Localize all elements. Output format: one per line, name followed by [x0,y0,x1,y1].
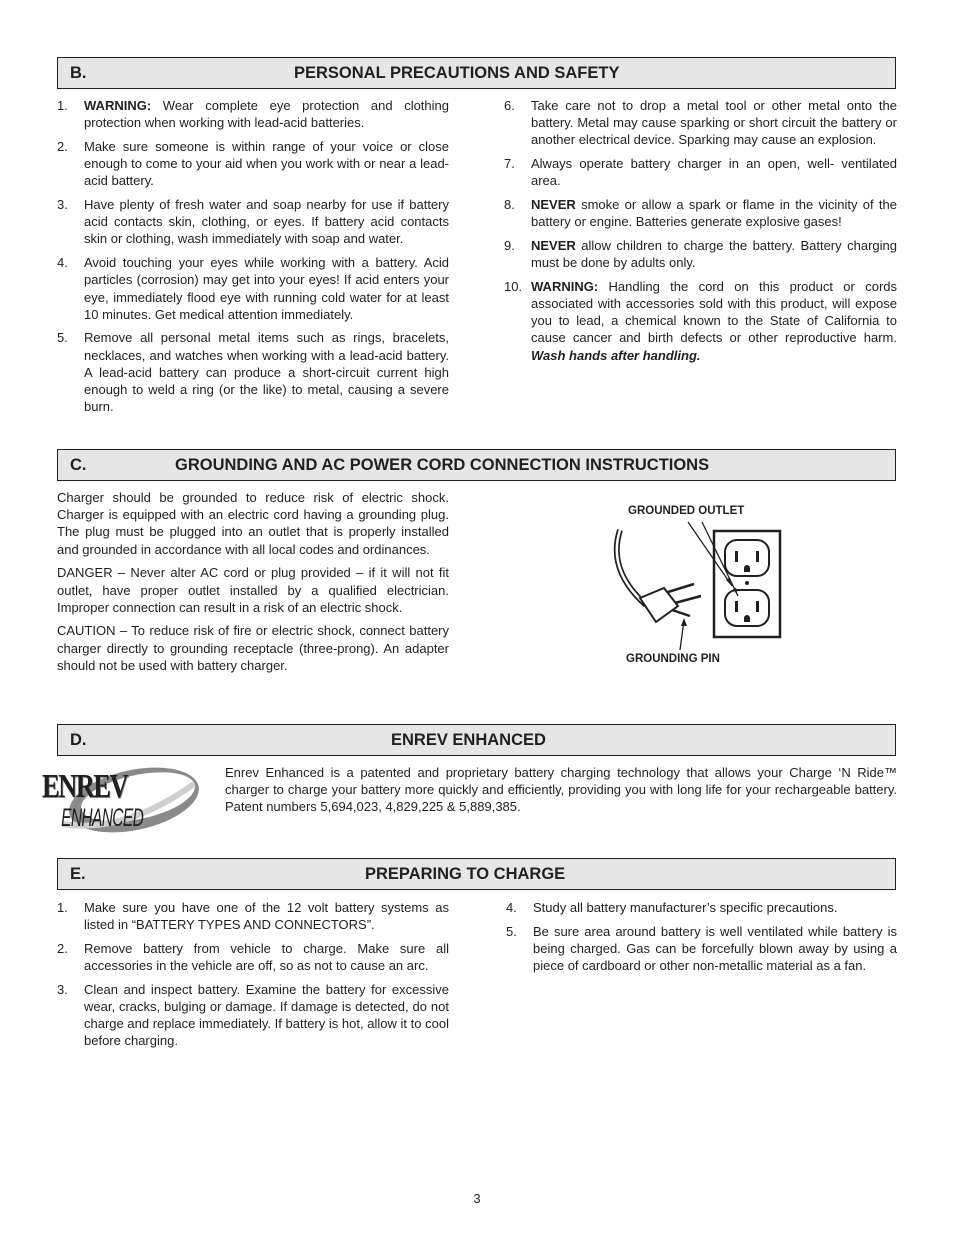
list-item: 6. Take care not to drop a metal tool or other metal onto the battery. Metal may cause sparking or short circuit the battery or another electrical device. Sparking may cause an explosion. [504,98,897,148]
logo-text-enhanced: ENHANCED [61,804,144,832]
list-item: 1. WARNING: Wear complete eye protection and clothing protection when working with lead-acid batteries. [57,98,449,131]
section-c-header [57,449,896,481]
outlet-plug-illustration [598,500,798,675]
list-item: 5. Remove all personal metal items such as rings, bracelets, necklaces, and watches when working with a lead-acid battery. A lead-acid battery can produce a short-circuit current high enough to weld a ring (or the like) to metal, causing a severe burn. [57,330,449,415]
power-cord [617,530,646,605]
section-b-letter: B. [70,64,87,82]
section-b-title: PERSONAL PRECAUTIONS AND SAFETY [294,64,620,82]
section-c-text [57,489,449,681]
paragraph: Enrev Enhanced is a patented and proprietary battery charging technology that allows your Charge ‘N Ride™ charger to charge your battery more quickly and efficiently, providing you with long life for your rechargeable battery. Patent numbers 5,694,023, 4,829,225 & 5,889,385. [225,765,897,815]
section-e-letter: E. [70,865,86,883]
section-e-title: PREPARING TO CHARGE [365,865,566,883]
section-e-header [57,858,896,890]
paragraph: Charger should be grounded to reduce risk of electric shock. Charger is equipped with an electric cord having a grounding plug. The plug must be plugged into an outlet that is properly installed and grounded in accordance with all local codes and ordinances. [57,490,449,557]
list-item: 3. Clean and inspect battery. Examine the battery for excessive wear, cracks, bulging or damage. If damage is detected, do not charge and replace immediately. If battery is hot, allow it to cool before charging. [57,981,449,1049]
list-item: 2. Make sure someone is within range of your voice or close enough to come to your aid when you work with or near a lead-acid battery. [57,138,449,189]
section-e-left-column [57,899,449,1056]
list-item: 10. WARNING: Handling the cord on this product or cords associated with accessories sold with this product, will expose you to lead, a chemical known to the State of California to cause cancer and birth defects or other reproductive harm. Wash hands after handling. [504,278,897,363]
grounded-outlet-figure [598,500,798,675]
figure-label-grounded-outlet: GROUNDED OUTLET [628,505,745,517]
list-item: 5. Be sure area around battery is well ventilated while battery is being charged. Gas can be forcefully blown away by using a piece of cardboard or other non-metallic material as a fan. [506,923,897,974]
list-item: 4. Avoid touching your eyes while working with a battery. Acid particles (corrosion) may get into your eyes! If acid enters your eye, immediately flood eye with running cold water for at least 10 minutes. Get medical attention immediately. [57,255,449,322]
list-item: 4. Study all battery manufacturer’s specific precautions. [506,900,838,915]
section-c-letter: C. [70,456,87,474]
section-d-text [225,764,897,822]
logo-text-enrev: ENREV [42,768,128,805]
section-d-title: ENREV ENHANCED [391,731,546,749]
section-c-title: GROUNDING AND AC POWER CORD CONNECTION INSTRUCTIONS [175,456,710,474]
enrev-enhanced-logo [42,764,202,838]
list-item: 2. Remove battery from vehicle to charge. Make sure all accessories in the vehicle are off, so as not to cause an arc. [57,940,449,974]
section-d-letter: D. [70,731,87,749]
list-item: 9. NEVER allow children to charge the battery. Battery charging must be done by adults only. [504,237,897,271]
list-item: 8. NEVER smoke or allow a spark or flame in the vicinity of the battery or engine. Batteries generate explosive gases! [504,197,897,230]
figure-label-grounding-pin: GROUNDING PIN [626,653,720,665]
list-item: 7. Always operate battery charger in an open, well- ventilated area. [504,156,897,189]
section-d-header [57,724,896,756]
page-number: 3 [473,1191,481,1206]
section-e-right-column [506,899,897,981]
section-b-left-column [57,97,449,422]
list-item: 3. Have plenty of fresh water and soap nearby for use if battery acid contacts skin, clothing, or eyes. If battery acid contacts skin or clothing, wash immediately with soap and water. [57,197,449,247]
paragraph: CAUTION – To reduce risk of fire or electric shock, connect battery charger directly to grounding receptacle (three-prong). An adapter should not be used with battery charger. [57,623,449,673]
list-item: 1. Make sure you have one of the 12 volt battery systems as listed in “BATTERY TYPES AND CONNECTORS”. [57,900,449,933]
section-b-header [57,57,896,89]
section-b-right-column [504,97,897,370]
paragraph: DANGER – Never alter AC cord or plug provided – if it will not fit outlet, have proper outlet installed by a qualified electrician. Improper connection can result in a risk of an electric shock. [57,565,449,615]
plug-body [640,588,678,622]
